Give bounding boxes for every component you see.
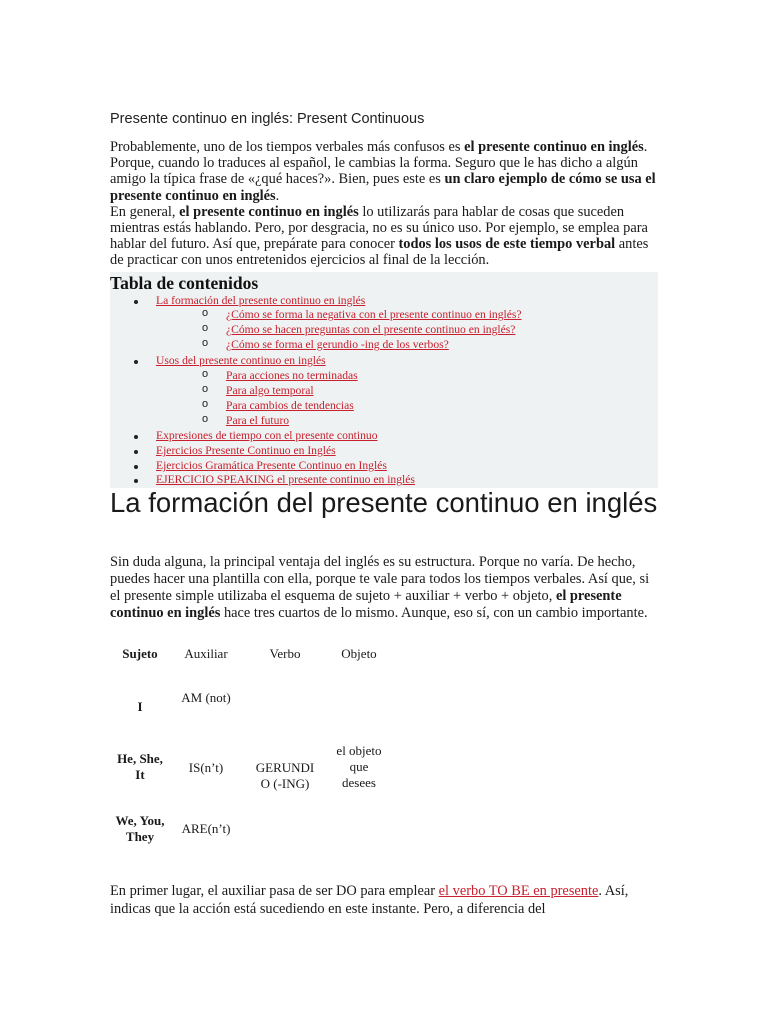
- bullet-dot-icon: [134, 465, 138, 469]
- table-header-sujeto: Sujeto: [122, 646, 158, 661]
- table-cell-aux-are: ARE(n’t): [181, 821, 231, 836]
- table-cell-subject-we: We, You, They: [115, 813, 165, 844]
- toc-link-usos[interactable]: Usos del presente continuo en inglés: [156, 354, 326, 367]
- bold-text: todos los usos de este tiempo verbal: [398, 236, 616, 253]
- toc-link-acciones[interactable]: Para acciones no terminadas: [226, 369, 358, 382]
- intro-paragraph-2: [110, 204, 658, 269]
- toc-link-temporal[interactable]: Para algo temporal: [226, 384, 314, 397]
- text-run: lo utilizarás para hablar de cosas que suceden mientras estás hablando. Pero, por desgracia, no es su único uso. Por ejemplo, se emplea para hablar del futuro. Así que, prepárate para conocer: [110, 203, 648, 253]
- bullet-dot-icon: [134, 435, 138, 439]
- table-cell-verb-gerundio: GERUNDIO (-ING): [255, 760, 315, 791]
- text-run: antes de practicar con unos entretenidos ejercicios al final de la lección.: [110, 236, 649, 269]
- bullet-circle-icon: o: [202, 398, 209, 410]
- table-cell-aux-is: IS(n’t): [188, 760, 224, 775]
- toc-link-futuro[interactable]: Para el futuro: [226, 414, 290, 427]
- table-cell-object: el objeto que desees: [336, 743, 382, 790]
- bold-text: un claro ejemplo de cómo se usa el presente continuo en inglés: [110, 171, 656, 204]
- bullet-circle-icon: o: [202, 337, 209, 349]
- bullet-dot-icon: [134, 360, 138, 364]
- page-title: Presente continuo en inglés: Present Continuous: [110, 111, 425, 127]
- toc-link-negativa[interactable]: ¿Cómo se forma la negativa con el presente continuo en inglés?: [226, 308, 522, 321]
- bullet-dot-icon: [134, 300, 138, 304]
- toc-link-tendencias[interactable]: Para cambios de tendencias: [226, 399, 354, 412]
- closing-paragraph: [110, 882, 658, 918]
- bullet-dot-icon: [134, 479, 138, 483]
- text-run: .: [275, 187, 280, 204]
- toc-title: Tabla de contenidos: [110, 273, 259, 293]
- bullet-circle-icon: o: [202, 307, 209, 319]
- toc-link-gerundio[interactable]: ¿Cómo se forma el gerundio -ing de los verbos?: [226, 338, 449, 351]
- bold-text: el presente continuo en inglés: [179, 203, 359, 220]
- table-of-contents: [110, 272, 658, 488]
- bold-text: el presente continuo en inglés: [110, 587, 622, 621]
- intro-text: [110, 139, 658, 269]
- bullet-circle-icon: o: [202, 368, 209, 380]
- to-be-link[interactable]: el verbo TO BE en presente: [438, 883, 599, 899]
- table-header-auxiliar: Auxiliar: [184, 646, 228, 661]
- text-run: Probablemente, uno de los tiempos verbales más confusos es: [110, 139, 465, 155]
- table-cell-subject-he: He, She, It: [117, 751, 163, 782]
- toc-link-expresiones[interactable]: Expresiones de tiempo con el presente continuo: [156, 429, 378, 442]
- text-run: . Porque, cuando lo traduces al español, le cambias la forma. Seguro que le has dicho a algún amigo la típica frase de «¿qué haces?». Bien, pues este es: [110, 139, 648, 188]
- table-cell-aux-am: AM (not): [181, 690, 231, 705]
- table-header-verbo: Verbo: [269, 646, 301, 661]
- closing-text-start: En primer lugar, el auxiliar pasa de ser DO para emplear: [110, 883, 439, 899]
- toc-link-ejercicios[interactable]: Ejercicios Presente Continuo en Inglés: [156, 444, 336, 457]
- toc-link-gramatica[interactable]: Ejercicios Gramática Presente Continuo en Inglés: [156, 459, 387, 472]
- bullet-circle-icon: o: [202, 383, 209, 395]
- toc-link-speaking[interactable]: EJERCICIO SPEAKING el presente continuo en inglés: [156, 473, 415, 486]
- toc-link-formacion[interactable]: La formación del presente continuo en inglés: [156, 294, 366, 307]
- bullet-circle-icon: o: [202, 322, 209, 334]
- closing-text-end: . Así, indicas que la acción está sucediendo en este instante. Pero, a diferencia del: [110, 883, 629, 917]
- text-run: En general,: [110, 203, 180, 220]
- intro-paragraph-1: [110, 139, 658, 204]
- toc-link-preguntas[interactable]: ¿Cómo se hacen preguntas con el presente continuo en inglés?: [226, 323, 516, 336]
- section-body-text: [110, 554, 658, 622]
- bullet-dot-icon: [134, 450, 138, 454]
- table-cell-subject-i: I: [137, 699, 143, 714]
- section-heading: La formación del presente continuo en inglés: [110, 487, 658, 518]
- bold-text: el presente continuo en inglés: [464, 139, 644, 155]
- bullet-circle-icon: o: [202, 413, 209, 425]
- table-header-objeto: Objeto: [341, 646, 377, 661]
- text-run: hace tres cuartos de lo mismo. Aunque, eso sí, con un cambio importante.: [220, 604, 648, 621]
- text-run: Sin duda alguna, la principal ventaja del inglés es su estructura. Porque no varía. De hecho, puedes hacer una plantilla con ella, porque te vale para todos los tiempos verbales. Así que, si el presente simple utilizaba el esquema de sujeto + auxiliar + verbo + objeto,: [110, 554, 650, 604]
